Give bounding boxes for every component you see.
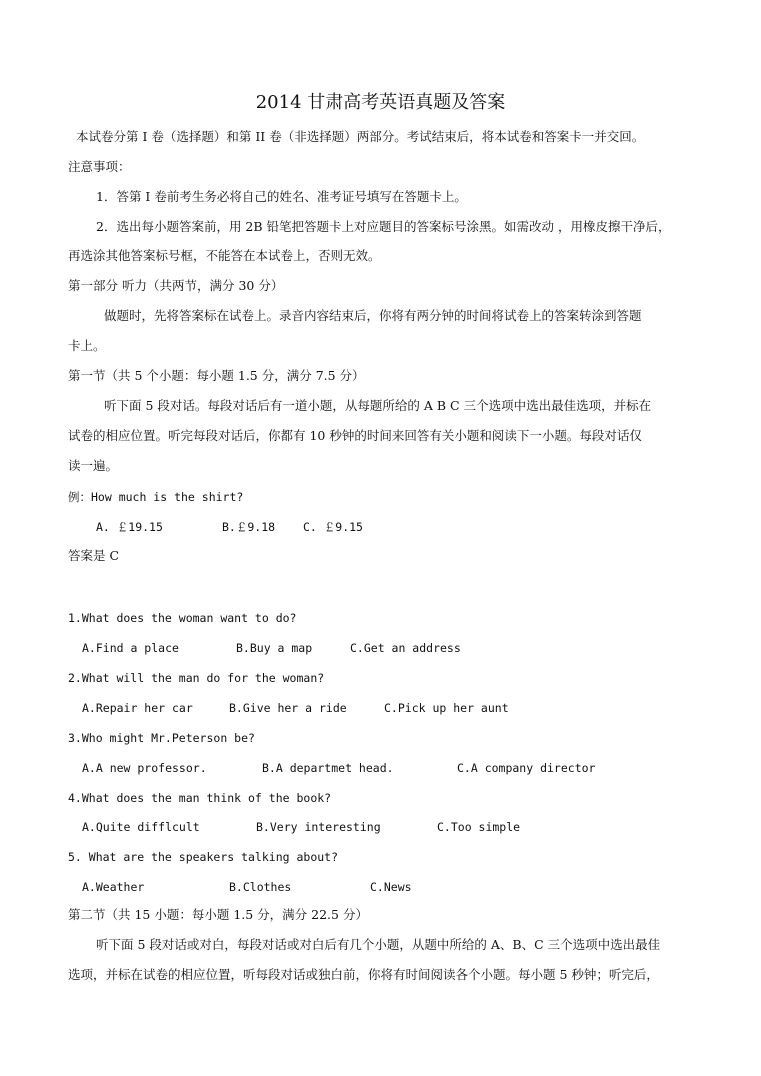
question-1-option-a: A.Find a place (82, 641, 179, 655)
example-answer: 答案是 C (68, 548, 120, 563)
intro-text: 本试卷分第 I 卷（选择题）和第 II 卷（非选择题）两部分。考试结束后，将本试卷和答案卡一并交回。 (76, 129, 645, 144)
question-3: 3.Who might Mr.Peterson be? (68, 731, 255, 745)
question-2-option-c: C.Pick up her aunt (384, 701, 509, 715)
question-4-option-a: A.Quite difflcult (82, 820, 200, 834)
question-1-option-c: C.Get an address (350, 641, 461, 655)
question-3-option-c: C.A company director (457, 761, 596, 775)
notes-heading: 注意事项： (68, 159, 131, 174)
question-4-option-b: B.Very interesting (256, 820, 381, 834)
note-2-line-2: 再选涂其他答案标号框，不能答在本试卷上，否则无效。 (68, 248, 381, 263)
section2-instruction-line-2: 选项，并标在试卷的相应位置，听每段对话或独白前，你将有时间阅读各个小题。每小题 5 秒钟；听完后， (68, 967, 659, 982)
example-option-c: C. ￡9.15 (303, 520, 363, 534)
section2-heading: 第二节（共 15 小题：每小题 1.5 分，满分 22.5 分） (68, 907, 368, 922)
question-5-option-c: C.News (370, 880, 412, 894)
page-title: 2014 甘肃高考英语真题及答案 (255, 92, 506, 113)
section2-instruction-line-1: 听下面 5 段对话或对白，每段对话或对白后有几个小题，从题中所给的 A、B、C 三个选项中选出最佳 (96, 937, 661, 952)
section1-instruction-line-2: 试卷的相应位置。听完每段对话后，你都有 10 秒钟的时间来回答有关小题和阅读下一小题。每段对话仅 (68, 428, 642, 443)
question-2-option-b: B.Give her a ride (229, 701, 347, 715)
question-5-option-b: B.Clothes (229, 880, 292, 894)
note-1: 1．答第 I 卷前考生务必将自己的姓名、准考证号填写在答题卡上。 (96, 189, 467, 204)
question-4-option-c: C.Too simple (437, 820, 521, 834)
section1-instruction-line-1: 听下面 5 段对话。每段对话后有一道小题，从每题所给的 A B C 三个选项中选出最佳选项，并标在 (104, 398, 652, 413)
question-3-option-b: B.A departmet head. (262, 761, 394, 775)
question-1: 1.What does the woman want to do? (68, 611, 297, 625)
section1-heading: 第一节（共 5 个小题：每小题 1.5 分，满分 7.5 分） (68, 368, 365, 383)
example-option-b: B.￡9.18 (222, 520, 276, 534)
example-question: 例：How much is the shirt? (68, 490, 244, 504)
question-5-option-a: A.Weather (82, 880, 145, 894)
section1-instruction-line-3: 读一遍。 (68, 458, 119, 473)
part1-instruction-line-1: 做题时，先将答案标在试卷上。录音内容结束后，你将有两分钟的时间将试卷上的答案转涂到答题 (104, 308, 642, 323)
note-2-line-1: 2．选出每小题答案前，用 2B 铅笔把答题卡上对应题目的答案标号涂黑。如需改动 ，用橡皮擦干净后， (96, 219, 671, 234)
question-2-option-a: A.Repair her car (82, 701, 193, 715)
question-2: 2.What will the man do for the woman? (68, 671, 325, 685)
question-3-option-a: A.A new professor. (82, 761, 207, 775)
example-option-a: A. ￡19.15 (96, 520, 163, 534)
part1-instruction-line-2: 卡上。 (68, 338, 106, 353)
question-5: 5. What are the speakers talking about? (68, 850, 339, 864)
question-4: 4.What does the man think of the book? (68, 791, 332, 805)
part1-heading: 第一部分 听力（共两节，满分 30 分） (68, 278, 284, 293)
question-1-option-b: B.Buy a map (236, 641, 313, 655)
